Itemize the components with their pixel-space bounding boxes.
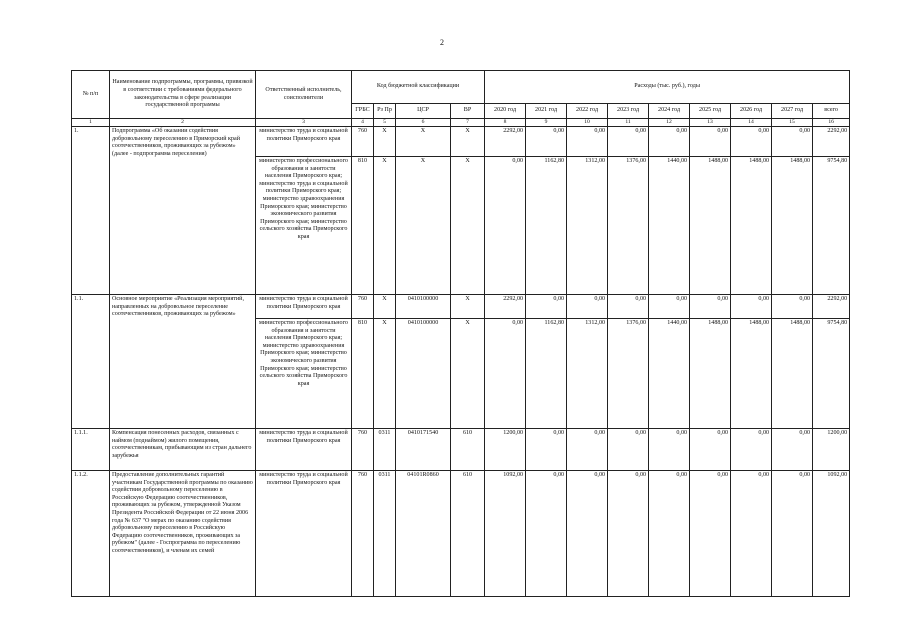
row-amount: 1376,00	[608, 318, 649, 428]
header-num: № п/п	[72, 71, 110, 119]
row-grbs: 760	[352, 428, 374, 470]
column-number: 15	[772, 119, 813, 127]
row-grbs: 760	[352, 294, 374, 318]
column-number: 11	[608, 119, 649, 127]
row-amount: 9754,80	[813, 156, 850, 294]
row-amount: 0,00	[649, 294, 690, 318]
row-executor: министерство труда и социальной политики Приморского края	[256, 470, 352, 596]
row-amount: 0,00	[608, 470, 649, 596]
budget-table	[71, 70, 850, 597]
row-amount: 1488,00	[731, 318, 772, 428]
row-amount: 0,00	[772, 428, 813, 470]
row-amount: 1488,00	[772, 156, 813, 294]
row-executor: министерство труда и социальной политики Приморского края	[256, 294, 352, 318]
row-number: 1.1.1.	[72, 428, 110, 470]
row-number: 1.	[72, 126, 110, 294]
row-amount: 0,00	[608, 294, 649, 318]
row-name: Компенсация понесенных расходов, связанных с наймом (поднаймом) жилого помещения, соотечественникам, прибывающим из стран дальнего зарубежья	[110, 428, 256, 470]
row-amount: 0,00	[567, 294, 608, 318]
header-grbs: ГРБС	[352, 104, 374, 119]
row-amount: 2292,00	[813, 294, 850, 318]
row-grbs: 760	[352, 126, 374, 156]
header-year: всего	[813, 104, 850, 119]
column-number: 14	[731, 119, 772, 127]
row-amount: 2292,00	[813, 126, 850, 156]
table-row	[72, 294, 850, 318]
row-amount: 1312,00	[567, 156, 608, 294]
row-amount: 1162,80	[526, 156, 567, 294]
row-amount: 0,00	[485, 156, 526, 294]
row-csr: X	[396, 156, 451, 294]
column-number: 10	[567, 119, 608, 127]
row-number: 1.1.	[72, 294, 110, 428]
header-year: 2021 год	[526, 104, 567, 119]
row-amount: 1092,00	[485, 470, 526, 596]
row-amount: 1488,00	[731, 156, 772, 294]
row-amount: 0,00	[731, 428, 772, 470]
column-number: 16	[813, 119, 850, 127]
row-amount: 1376,00	[608, 156, 649, 294]
row-amount: 1440,00	[649, 156, 690, 294]
row-amount: 1162,80	[526, 318, 567, 428]
row-rzpr: 0311	[374, 428, 396, 470]
row-csr: 04101R0860	[396, 470, 451, 596]
column-number: 13	[690, 119, 731, 127]
row-amount: 0,00	[608, 428, 649, 470]
row-vr: X	[451, 294, 485, 318]
row-amount: 9754,80	[813, 318, 850, 428]
column-number: 9	[526, 119, 567, 127]
table-row	[72, 470, 850, 596]
row-amount: 0,00	[649, 126, 690, 156]
header-year: 2027 год	[772, 104, 813, 119]
column-number: 1	[72, 119, 110, 127]
header-expenses: Расходы (тыс. руб.), годы	[485, 71, 850, 104]
column-number: 12	[649, 119, 690, 127]
row-executor: министерство труда и социальной политики Приморского края	[256, 428, 352, 470]
row-executor: министерство труда и социальной политики Приморского края	[256, 126, 352, 156]
row-executor: министерство профессионального образования и занятости населения Приморского края; министерство труда и социальной политики Приморского края; министерство здравоохранения Приморского края; министерство экономического развития Приморского края; министерство сельского хозяйства Приморского края	[256, 156, 352, 294]
row-grbs: 810	[352, 156, 374, 294]
header-vr: ВР	[451, 104, 485, 119]
row-amount: 2292,00	[485, 294, 526, 318]
header-year: 2025 год	[690, 104, 731, 119]
header-rzpr: Рз Пр	[374, 104, 396, 119]
column-number: 7	[451, 119, 485, 127]
row-grbs: 760	[352, 470, 374, 596]
row-amount: 0,00	[526, 294, 567, 318]
row-amount: 2292,00	[485, 126, 526, 156]
row-amount: 1312,00	[567, 318, 608, 428]
row-amount: 1200,00	[813, 428, 850, 470]
header-year: 2024 год	[649, 104, 690, 119]
row-amount: 0,00	[731, 126, 772, 156]
column-number-row	[72, 119, 850, 127]
row-amount: 1440,00	[649, 318, 690, 428]
table-body	[72, 126, 850, 596]
row-amount: 1488,00	[690, 318, 731, 428]
row-amount: 0,00	[772, 126, 813, 156]
row-amount: 0,00	[772, 470, 813, 596]
table-row	[72, 126, 850, 156]
table-row	[72, 428, 850, 470]
row-rzpr: 0311	[374, 470, 396, 596]
column-number: 5	[374, 119, 396, 127]
header-executor: Ответственный исполнитель, соисполнители	[256, 71, 352, 119]
row-executor: министерство профессионального образования и занятости населения Приморского края; министерство здравоохранения Приморского края; министерство экономического развития Приморского края; министерство сельского хозяйства Приморского края	[256, 318, 352, 428]
row-amount: 0,00	[772, 294, 813, 318]
row-vr: X	[451, 156, 485, 294]
column-number: 2	[110, 119, 256, 127]
column-number: 3	[256, 119, 352, 127]
row-amount: 0,00	[608, 126, 649, 156]
row-amount: 0,00	[731, 470, 772, 596]
row-amount: 0,00	[690, 294, 731, 318]
header-budget-code: Код бюджетной классификации	[352, 71, 485, 104]
row-vr: 610	[451, 470, 485, 596]
row-vr: 610	[451, 428, 485, 470]
row-amount: 0,00	[731, 294, 772, 318]
row-name: Предоставление дополнительных гарантий участникам Государственной программы по оказанию содействия добровольному переселению в Российскую Федерацию соотечественников, проживающих за рубежом, утвержденной Указом Президента Российской Федерации от 22 июня 2006 года № 637 "О мерах по оказанию содействия добровольному переселению в Российскую Федерацию соотечественников, проживающих за рубежом" (далее - Госпрограмма по переселению соотечественников), и членам их семей	[110, 470, 256, 596]
row-number: 1.1.2.	[72, 470, 110, 596]
row-name: Подпрограмма «Об оказании содействия добровольному переселению в Приморский край соотечественников, проживающих за рубежом» (далее - подпрограмма переселения)	[110, 126, 256, 294]
row-csr: 0410171540	[396, 428, 451, 470]
header-year: 2026 год	[731, 104, 772, 119]
row-csr: X	[396, 126, 451, 156]
header-year: 2022 год	[567, 104, 608, 119]
row-amount: 0,00	[526, 428, 567, 470]
table-header	[72, 71, 850, 127]
row-amount: 0,00	[649, 428, 690, 470]
header-year: 2023 год	[608, 104, 649, 119]
row-amount: 0,00	[690, 126, 731, 156]
column-number: 6	[396, 119, 451, 127]
row-amount: 1092,00	[813, 470, 850, 596]
row-rzpr: X	[374, 156, 396, 294]
header-csr: ЦСР	[396, 104, 451, 119]
row-vr: X	[451, 126, 485, 156]
row-amount: 1200,00	[485, 428, 526, 470]
row-amount: 0,00	[567, 470, 608, 596]
row-name: Основное мероприятие «Реализация мероприятий, направленных на добровольное переселение соотечественников, проживающих за рубежом»	[110, 294, 256, 428]
row-amount: 0,00	[485, 318, 526, 428]
row-amount: 1488,00	[690, 156, 731, 294]
row-rzpr: X	[374, 126, 396, 156]
row-grbs: 810	[352, 318, 374, 428]
row-amount: 0,00	[690, 428, 731, 470]
column-number: 8	[485, 119, 526, 127]
row-amount: 0,00	[567, 126, 608, 156]
header-name: Наименование подпрограммы, программы, привязкой в соответствии с требованиями федерального законодательства в сфере реализации государственной программы	[110, 71, 256, 119]
row-vr: X	[451, 318, 485, 428]
page-number: 2	[440, 38, 444, 47]
row-rzpr: X	[374, 294, 396, 318]
row-csr: 0410100000	[396, 294, 451, 318]
row-csr: 0410100000	[396, 318, 451, 428]
row-rzpr: X	[374, 318, 396, 428]
header-year: 2020 год	[485, 104, 526, 119]
row-amount: 0,00	[526, 470, 567, 596]
row-amount: 0,00	[649, 470, 690, 596]
column-number: 4	[352, 119, 374, 127]
row-amount: 1488,00	[772, 318, 813, 428]
row-amount: 0,00	[690, 470, 731, 596]
row-amount: 0,00	[567, 428, 608, 470]
row-amount: 0,00	[526, 126, 567, 156]
